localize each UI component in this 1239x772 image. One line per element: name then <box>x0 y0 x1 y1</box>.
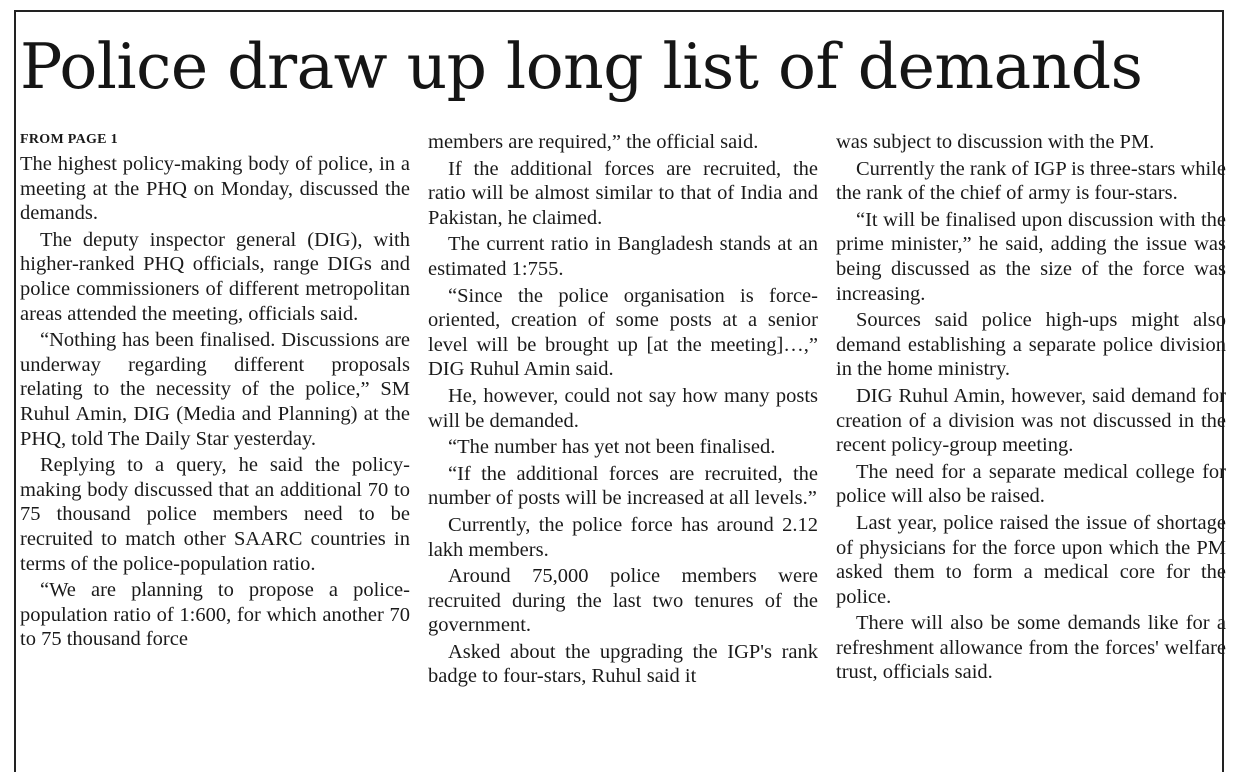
paragraph: Sources said police high-ups might also demand establishing a separate police division in the home ministry. <box>836 309 1226 381</box>
article-headline: Police draw up long list of demands <box>20 30 1143 103</box>
paragraph: “It will be finalised upon discussion with the prime minister,” he said, adding the issue was being discussed as the size of the force was increasing. <box>836 208 1226 305</box>
continuation-kicker: FROM PAGE 1 <box>20 132 118 147</box>
paragraph: Around 75,000 police members were recruited during the last two tenures of the government. <box>428 565 818 637</box>
paragraph: “We are planning to propose a police-population ratio of 1:600, for which another 70 to 75 thousand force <box>20 579 410 651</box>
paragraph: There will also be some demands like for a refreshment allowance from the forces' welfare trust, officials said. <box>836 612 1226 684</box>
paragraph: He, however, could not say how many posts will be demanded. <box>428 384 818 432</box>
paragraph: “Since the police organisation is force-oriented, creation of some posts at a senior level will be brought up [at the meeting]…,” DIG Ruhul Amin said. <box>428 284 818 381</box>
paragraph: was subject to discussion with the PM. <box>836 131 1155 153</box>
paragraph: The current ratio in Bangladesh stands at an estimated 1:755. <box>428 233 818 280</box>
article-column-3 <box>836 130 1226 772</box>
top-border-rule <box>14 10 1224 12</box>
paragraph: DIG Ruhul Amin, however, said demand for creation of a division was not discussed in the recent policy-group meeting. <box>836 384 1226 457</box>
article-column-1 <box>20 130 410 772</box>
paragraph: Currently the rank of IGP is three-stars while the rank of the chief of army is four-stars. <box>836 157 1226 205</box>
paragraph: The deputy inspector general (DIG), with higher-ranked PHQ officials, range DIGs and police commissioners of different metropolitan areas attended the meeting, officials said. <box>20 228 410 325</box>
paragraph: Replying to a query, he said the policy-making body discussed that an additional 70 to 75 thousand police members need to be recruited to match other SAARC countries in terms of the police-population ratio. <box>20 454 410 575</box>
paragraph: “If the additional forces are recruited, the number of posts will be increased at all levels.” <box>428 462 818 510</box>
paragraph: Last year, police raised the issue of shortage of physicians for the force upon which the PM asked them to form a medical core for the police. <box>836 511 1226 608</box>
paragraph: Currently, the police force has around 2.12 lakh members. <box>428 513 818 561</box>
paragraph: If the additional forces are recruited, the ratio will be almost similar to that of India and Pakistan, he claimed. <box>428 157 818 229</box>
paragraph: Asked about the upgrading the IGP's rank badge to four-stars, Ruhul said it <box>428 640 818 688</box>
left-border-rule <box>14 10 16 772</box>
paragraph: The need for a separate medical college for police will also be raised. <box>836 460 1226 508</box>
paragraph: The highest policy-making body of police, in a meeting at the PHQ on Monday, discussed the demands. <box>20 153 410 225</box>
paragraph: “The number has yet not been finalised. <box>448 436 776 459</box>
article-column-2 <box>428 130 818 772</box>
paragraph: “Nothing has been finalised. Discussions are underway regarding different proposals relating to the necessity of the police,” SM Ruhul Amin, DIG (Media and Planning) at the PHQ, told The Daily Star yesterday. <box>20 329 410 450</box>
paragraph: members are required,” the official said. <box>428 131 759 153</box>
